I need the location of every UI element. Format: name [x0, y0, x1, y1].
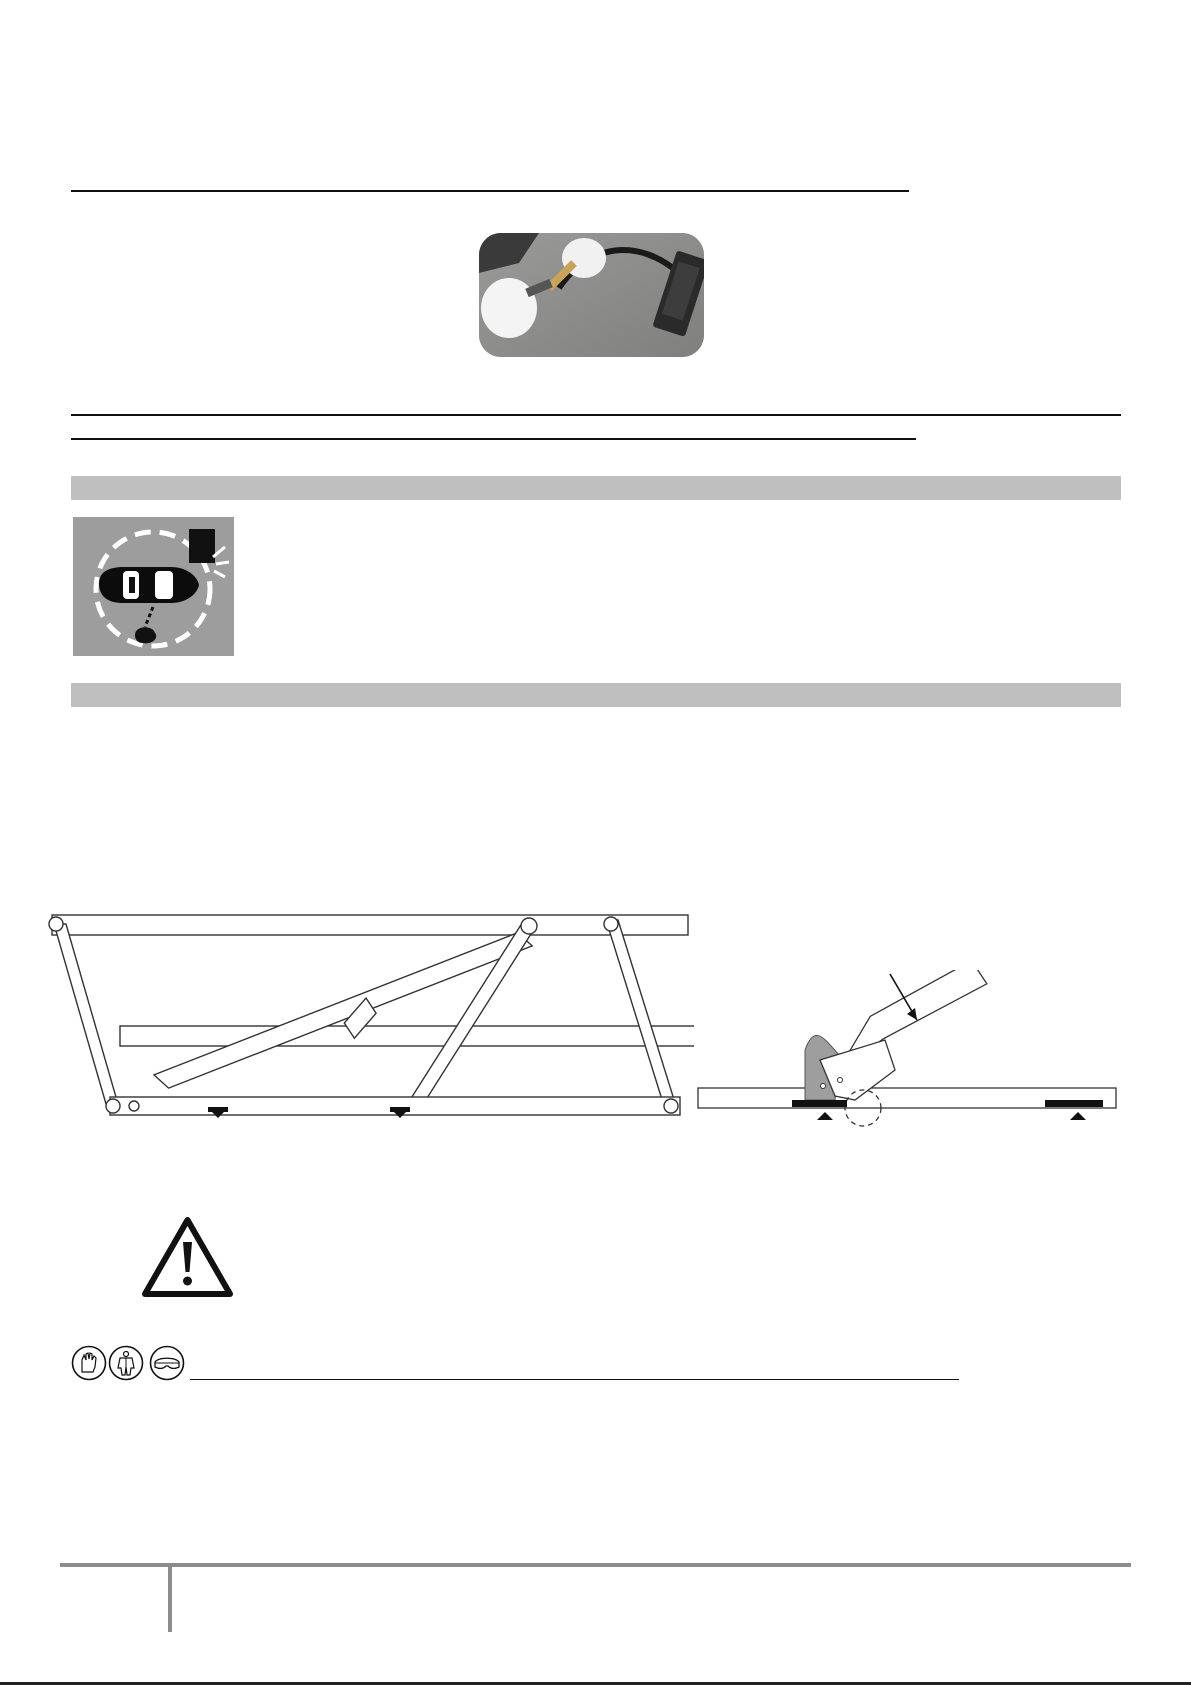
scissor-lift-frame-diagram [44, 910, 694, 1120]
ppe-rule [190, 1379, 959, 1380]
section-header-band-2 [71, 683, 1121, 707]
section-rule-1 [71, 414, 1121, 416]
footer-divider [168, 1565, 172, 1632]
car-safety-zone-icon [73, 517, 234, 656]
hose-photo-drawing [479, 233, 704, 357]
footer-rule [60, 1563, 1131, 1567]
gloves-icon [71, 1345, 107, 1381]
section-header-band-1 [71, 476, 1121, 500]
section-rule-2 [71, 438, 916, 440]
lift-arm-detail-diagram [695, 970, 1120, 1135]
warning-triangle-icon [141, 1216, 234, 1298]
safety-goggles-icon [149, 1345, 185, 1381]
photo-hose-connection [479, 233, 704, 357]
protective-suit-icon [108, 1345, 144, 1381]
section-rule-top [71, 190, 909, 192]
